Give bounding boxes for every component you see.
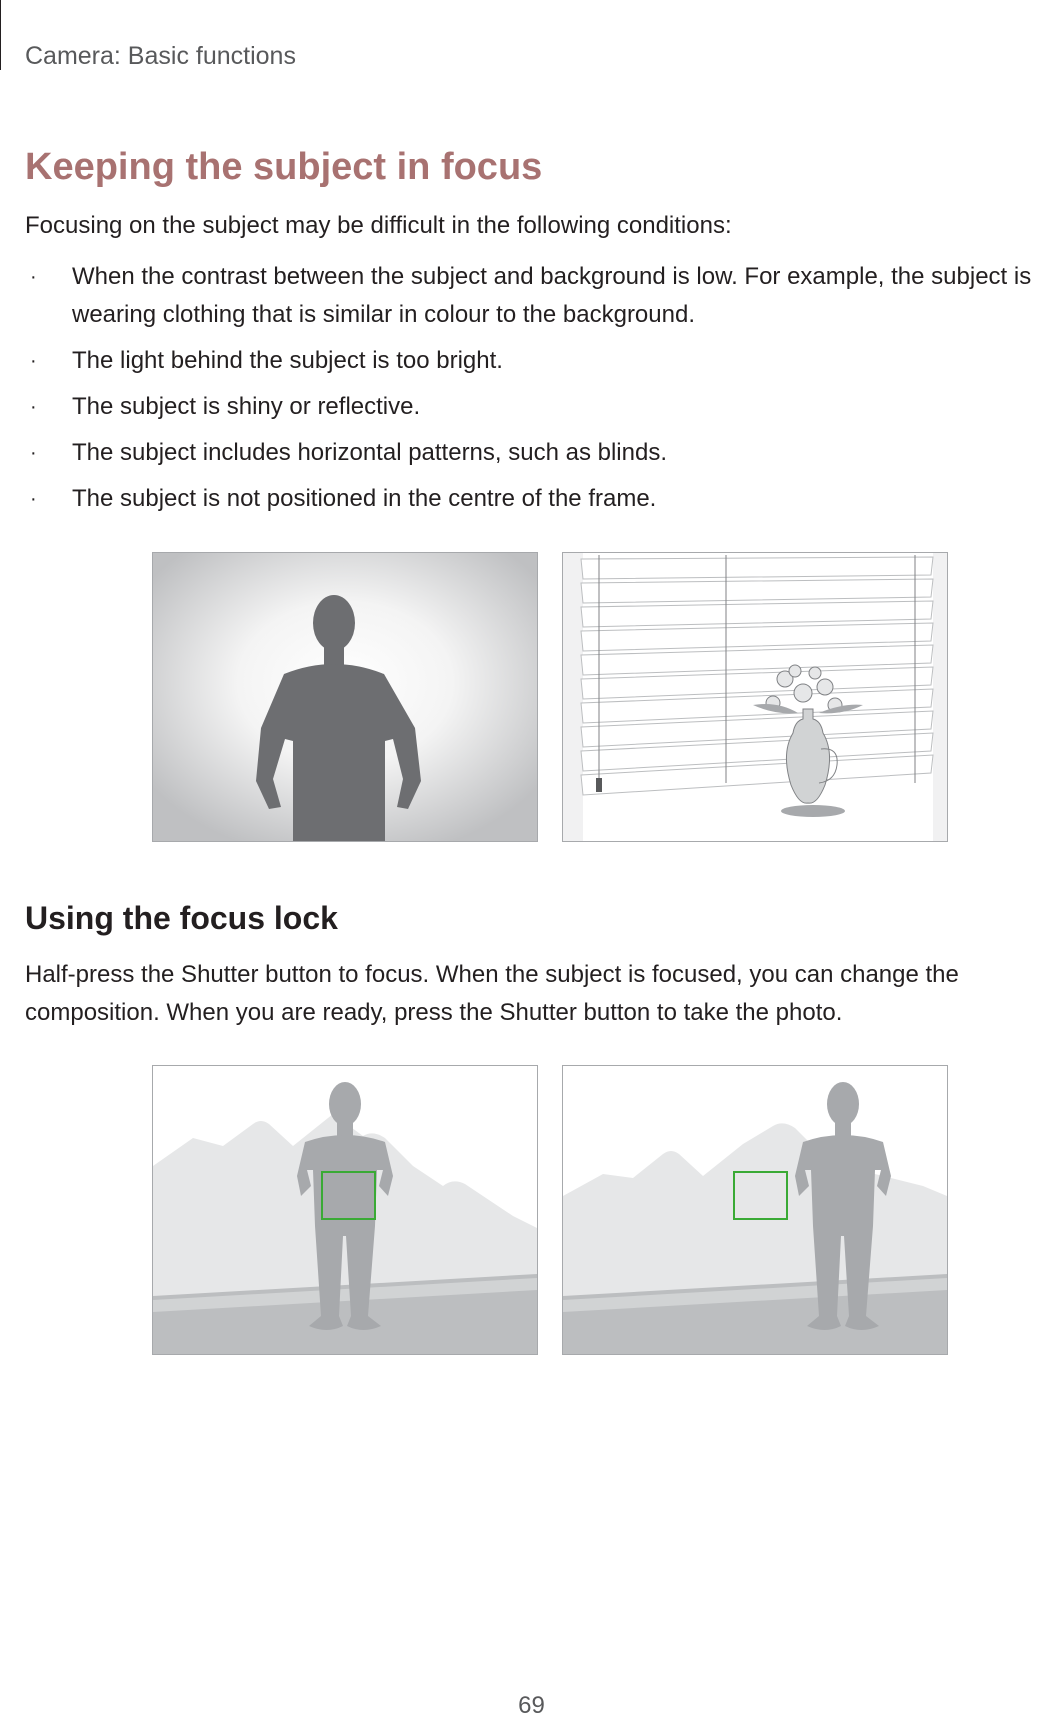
subsection-title: Using the focus lock (25, 900, 338, 936)
bullet-dot: · (30, 442, 37, 464)
focus-lock-text: Half-press the Shutter button to focus. When the subject is focused, you can change the composition. When you are ready, press the Shutter button to take the photo. (25, 961, 959, 1026)
list-item (25, 388, 1063, 426)
blinds-illustration (562, 552, 948, 842)
list-item-text: The subject is not positioned in the centre of the frame. (72, 485, 657, 512)
list-item (25, 258, 1063, 334)
list-item (25, 480, 1063, 518)
list-item-text: When the contrast between the subject and background is low. For example, the subject is wearing clothing that is similar in colour to the background. (72, 263, 1032, 328)
focus-lock-step1-illustration (152, 1065, 538, 1355)
list-item-text: The subject is shiny or reflective. (72, 393, 421, 420)
intro-text: Focusing on the subject may be difficult in the following conditions: (25, 212, 732, 239)
list-item (25, 342, 1063, 380)
list-item-text: The subject includes horizontal patterns, such as blinds. (72, 439, 667, 466)
bullet-dot: · (30, 396, 37, 418)
list-item (25, 434, 1063, 472)
corner-mark (0, 0, 1, 70)
bullet-dot: · (30, 266, 37, 288)
conditions-list (25, 258, 1063, 526)
section-title: Keeping the subject in focus (25, 146, 543, 188)
focus-lock-step2-illustration (562, 1065, 948, 1355)
list-item-text: The light behind the subject is too bright. (72, 347, 503, 374)
page-number: 69 (518, 1692, 545, 1719)
running-header: Camera: Basic functions (25, 42, 296, 70)
bullet-dot: · (30, 350, 37, 372)
bullet-dot: · (30, 488, 37, 510)
backlit-subject-illustration (152, 552, 538, 842)
